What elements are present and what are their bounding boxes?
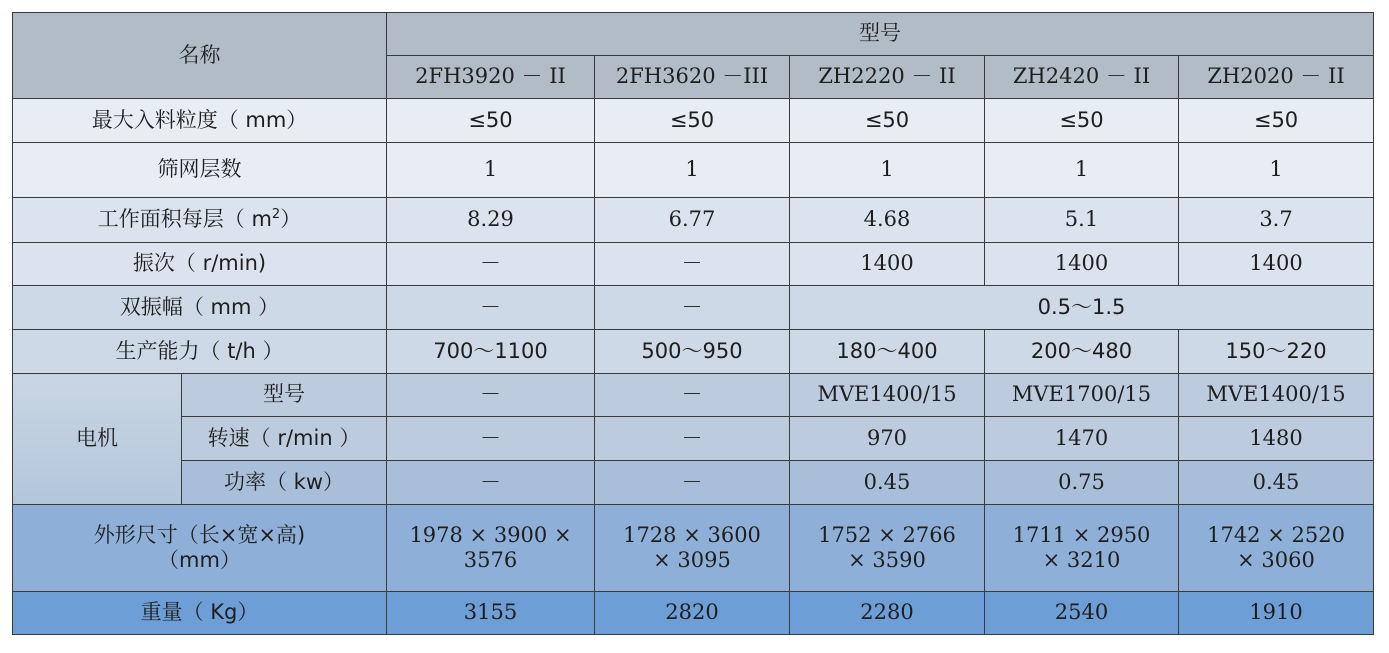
max-feed-value: ≤50 — [985, 99, 1179, 143]
amplitude-label: 双振幅（ mm ） — [13, 286, 387, 330]
motor-power-value: － — [595, 461, 790, 505]
row-max-feed — [13, 99, 1374, 143]
capacity-label: 生产能力（ t/h ） — [13, 330, 387, 374]
vib-freq-label: 振次（ r/min) — [13, 243, 387, 286]
max-feed-value: ≤50 — [387, 99, 595, 143]
header-row-1 — [13, 13, 1374, 56]
row-amplitude — [13, 286, 1374, 330]
layers-value: 1 — [985, 143, 1179, 198]
dimensions-line2: × 3590 — [848, 548, 926, 572]
layers-value: 1 — [790, 143, 985, 198]
dimensions-line1: 1711 × 2950 — [1012, 522, 1151, 547]
motor-label: 电机 — [13, 374, 182, 505]
row-motor-speed — [13, 417, 1374, 461]
row-weight — [13, 592, 1374, 635]
dimensions-value — [387, 505, 595, 592]
row-layers — [13, 143, 1374, 198]
motor-power-value: 0.45 — [790, 461, 985, 505]
amplitude-value: － — [595, 286, 790, 330]
model-col-2: 2FH3620 －III — [595, 56, 790, 99]
layers-value: 1 — [1179, 143, 1374, 198]
spec-table-container — [12, 12, 1373, 635]
area-value: 8.29 — [387, 198, 595, 243]
max-feed-label: 最大入料粒度（ mm） — [13, 99, 387, 143]
dimensions-line2: × 3095 — [653, 548, 731, 572]
model-header: 型号 — [387, 13, 1374, 56]
dimensions-line1: 1742 × 2520 — [1207, 522, 1345, 547]
area-label-end: ） — [280, 207, 302, 232]
model-col-1: 2FH3920 － II — [387, 56, 595, 99]
dimensions-label-line1: 外形尺寸（长×宽×高) — [93, 522, 306, 547]
area-value: 6.77 — [595, 198, 790, 243]
capacity-value: 500～950 — [595, 330, 790, 374]
dimensions-label-line2: （mm） — [158, 548, 241, 572]
motor-power-value: 0.75 — [985, 461, 1179, 505]
row-motor-power — [13, 461, 1374, 505]
weight-value: 2280 — [790, 592, 985, 635]
dimensions-line2: × 3210 — [1042, 548, 1121, 572]
name-header: 名称 — [13, 13, 387, 99]
motor-model-value: － — [595, 374, 790, 417]
max-feed-value: ≤50 — [790, 99, 985, 143]
motor-speed-value: 1470 — [985, 417, 1179, 461]
motor-power-value: 0.45 — [1179, 461, 1374, 505]
vib-freq-value: 1400 — [1179, 243, 1374, 286]
vib-freq-value: － — [595, 243, 790, 286]
motor-model-value: MVE1700/15 — [985, 374, 1179, 417]
max-feed-value: ≤50 — [595, 99, 790, 143]
dimensions-line2: × 3060 — [1237, 548, 1315, 572]
motor-model-value: MVE1400/15 — [790, 374, 985, 417]
motor-speed-value: － — [595, 417, 790, 461]
dimensions-value — [595, 505, 790, 592]
model-col-5: ZH2020 － II — [1179, 56, 1374, 99]
dimensions-line1: 1728 × 3600 — [623, 522, 761, 547]
amplitude-merged-value: 0.5～1.5 — [790, 286, 1374, 330]
motor-speed-label: 转速（ r/min ） — [182, 417, 387, 461]
dimensions-value — [985, 505, 1179, 592]
dimensions-value — [790, 505, 985, 592]
vib-freq-value: 1400 — [790, 243, 985, 286]
motor-speed-value: － — [387, 417, 595, 461]
area-value: 4.68 — [790, 198, 985, 243]
motor-power-value: － — [387, 461, 595, 505]
motor-speed-value: 1480 — [1179, 417, 1374, 461]
motor-model-value: MVE1400/15 — [1179, 374, 1374, 417]
area-value: 3.7 — [1179, 198, 1374, 243]
dimensions-line1: 1752 × 2766 — [818, 522, 956, 547]
layers-value: 1 — [595, 143, 790, 198]
capacity-value: 180～400 — [790, 330, 985, 374]
row-motor-model — [13, 374, 1374, 417]
row-vib-freq — [13, 243, 1374, 286]
motor-power-label: 功率（ kw） — [182, 461, 387, 505]
vib-freq-value: 1400 — [985, 243, 1179, 286]
weight-value: 1910 — [1179, 592, 1374, 635]
vib-freq-value: － — [387, 243, 595, 286]
spec-table — [12, 12, 1374, 635]
area-value: 5.1 — [985, 198, 1179, 243]
weight-value: 3155 — [387, 592, 595, 635]
row-capacity — [13, 330, 1374, 374]
row-dimensions — [13, 505, 1374, 592]
row-area — [13, 198, 1374, 243]
area-label-sup: 2 — [271, 207, 281, 223]
capacity-value: 150～220 — [1179, 330, 1374, 374]
dimensions-line2: 3576 — [463, 548, 518, 572]
layers-label: 筛网层数 — [13, 143, 387, 198]
weight-value: 2540 — [985, 592, 1179, 635]
motor-model-label: 型号 — [182, 374, 387, 417]
capacity-value: 200～480 — [985, 330, 1179, 374]
dimensions-line1: 1978 × 3900 × — [409, 522, 572, 547]
max-feed-value: ≤50 — [1179, 99, 1374, 143]
motor-speed-value: 970 — [790, 417, 985, 461]
dimensions-value — [1179, 505, 1374, 592]
capacity-value: 700～1100 — [387, 330, 595, 374]
area-label — [13, 198, 387, 243]
amplitude-value: － — [387, 286, 595, 330]
dimensions-label — [13, 505, 387, 592]
area-label-main: 工作面积每层（ m — [97, 207, 272, 232]
layers-value: 1 — [387, 143, 595, 198]
model-col-4: ZH2420 － II — [985, 56, 1179, 99]
weight-label: 重量（ Kg） — [13, 592, 387, 635]
motor-model-value: － — [387, 374, 595, 417]
model-col-3: ZH2220 － II — [790, 56, 985, 99]
weight-value: 2820 — [595, 592, 790, 635]
